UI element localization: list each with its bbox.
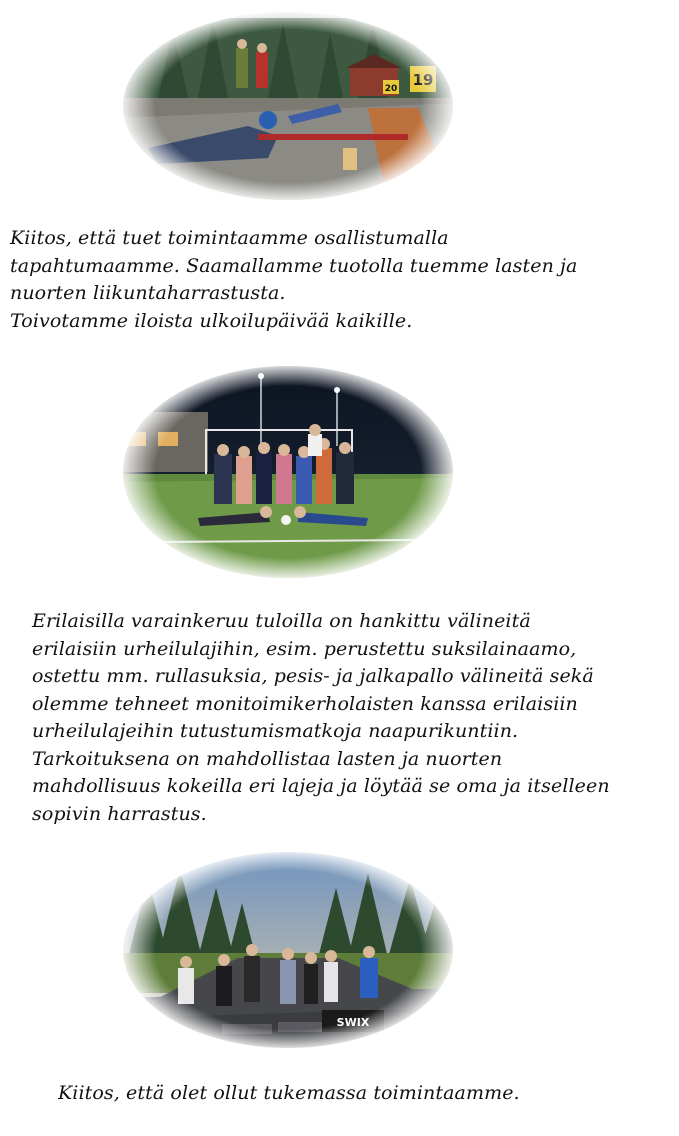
paragraph-line: nuorten liikuntaharrastusta. (10, 282, 286, 304)
paragraph-fundraising (32, 608, 610, 828)
paragraph-line: Kiitos, että olet ollut tukemassa toimintaamme. (58, 1082, 520, 1104)
paragraph-thanks-support (58, 1080, 520, 1108)
paragraph-line: Kiitos, että tuet toimintaamme osallistumalla (10, 227, 449, 249)
paragraph-line: Erilaisilla varainkeruu tuloilla on hankittu välineitä (32, 610, 531, 632)
paragraph-line: sopivin harrastus. (32, 802, 207, 825)
photo-roller-ski-children (118, 848, 458, 1053)
paragraph-line: ostettu mm. rullasuksia, pesis- ja jalkapallo välineitä sekä (32, 665, 594, 687)
paragraph-line: mahdollisuus kokeilla eri lajeja ja löytää se oma ja itselleen (32, 775, 610, 797)
photo-shooting-range (118, 8, 458, 204)
paragraph-line: urheilulajeihin tutustumismatkoja naapurikuntiin. (32, 720, 519, 742)
paragraph-line: olemme tehneet monitoimikerholaisten kanssa erilaisiin (32, 692, 578, 715)
paragraph-line: tapahtumaamme. Saamallamme tuotolla tuemme lasten ja (10, 254, 578, 277)
paragraph-line: erilaisiin urheilulajihin, esim. perustettu suksilainaamo, (32, 637, 577, 660)
paragraph-line: Toivotamme iloista ulkoilupäivää kaikille. (10, 309, 413, 332)
photo-football-field-group (118, 362, 458, 582)
paragraph-line: Tarkoituksena on mahdollistaa lasten ja nuorten (32, 747, 503, 770)
paragraph-thanks-event (10, 225, 577, 335)
